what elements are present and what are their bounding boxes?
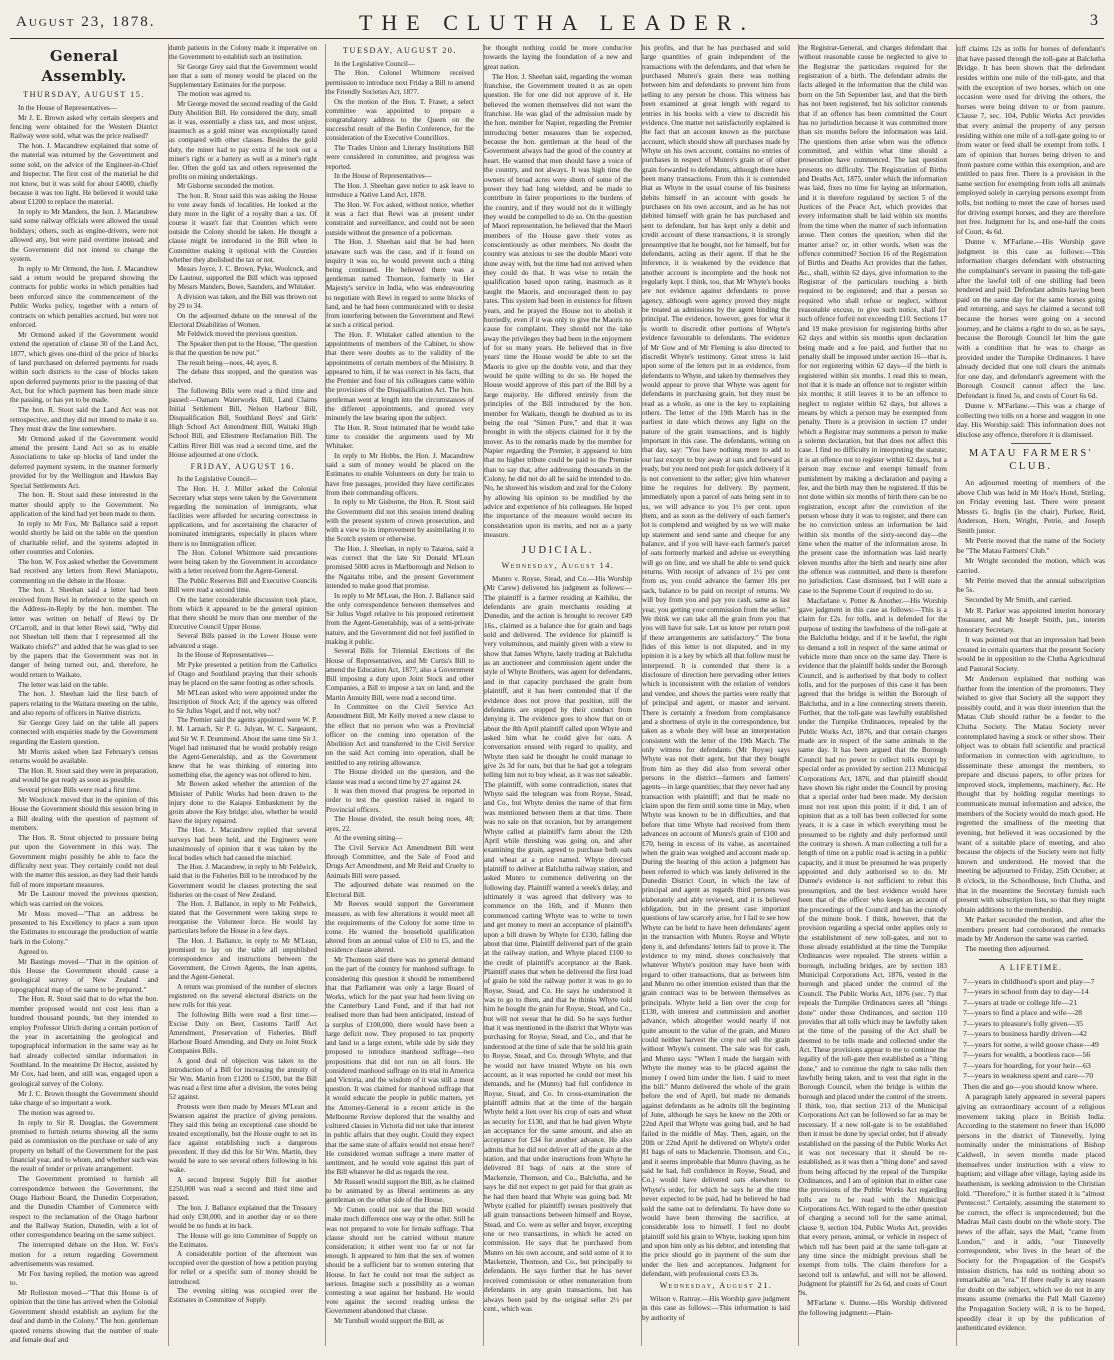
paragraph: Mr Feldwick moved the previous question. xyxy=(177,330,298,339)
paragraph: On the latter considerable discussion took place, from which it appeared to be the general opinion that there should be more than one member of the Executive Council Upper House. xyxy=(169,595,317,631)
paragraph: Mr J. C. Brown thought the Government should take charge of so important a work. xyxy=(10,1089,158,1107)
column-6 xyxy=(798,44,947,1346)
verse-line: Then die and go—you should know where. xyxy=(963,1081,1098,1091)
paragraph: The Hon. W. Fox asked, without notice, whether it was a fact that Rewi was at present under constraint and surveillance, and could not be seen outside without the presence of a policeman. xyxy=(326,200,474,237)
verse-line: 7—years in weakness spent and care—70 xyxy=(963,1071,1094,1081)
divider xyxy=(1011,443,1051,444)
paragraph: The hon. J. Sheehan laid the first batch of papers relating to the Waitara meeting on the table, and also reports of officers in Native districts. xyxy=(10,690,158,718)
paragraph: On the motion of the Hon. T. Fraser, a select committee was appointed to prepare a congratulatory address to the Queen on the successful result of the Berlin Conference, for the consideration of the Executive Councillors. xyxy=(326,97,474,143)
paragraph: A paragraph lately appeared in several papers giving an extraordinary account of a religious movement taking place in British India. According to the statement no fewer than 16,000 persons in the district of Tinnevelly, lying nominally under the ministrations of Bishop Caldwell, in seven months made placed themselves under instruction with a view to baptism; and village after village, laying aside its heathenism, is seeking admission to the Christian fold. "Therefore," it is further stated it is "almost Pentecost." Certainly, assuming the statement to be correct, the effect is unprecedented; but the Madras Mail casts doubt on the whole story. The news of the affair, says the Mail, "came from London," and it adds, "our Tinnevelly correspondent, who lives in the heart of the Society for the Propagation of the Gospel's mission districts, has told us nothing about so remarkable an "era." If there really is any reason for doubt on the subject, which we do not in any means assume (remarks the Pall Mall Gazette) the Propagation Society will, it is to be hoped, speedily clear it up by the publication of authenticated evidence. xyxy=(957,1092,1105,1333)
paragraph: Agreed to. xyxy=(18,947,49,956)
paragraph: An adjourned meeting of members of the above Club was held in Mr Hoe's Hotel, Stirling, on Friday evening last. There were present Messrs G. Inglis (in the chair), Purker, Reid, Anderson, Horn, Wright, Petrie, and Joseph Smith junior. xyxy=(957,477,1105,536)
paragraph: In the Legislative Council— xyxy=(334,59,415,68)
paragraph: The Hon. Colonel Whitmore received permission to introduce next Friday a Bill to amend the Friendly Societies Act, 1877. xyxy=(326,69,474,96)
paragraph: The Civil Service Act Amendment Bill went through Committee, and the Sale of Food and Drugs Act Amendment, and Mr Reid and Cruelty to Animals Bill were passed. xyxy=(326,844,474,880)
paragraph: The House divided, the result being noes, 48; ayes, 22. xyxy=(326,815,474,833)
paragraph: The letter was laid on the table. xyxy=(18,680,109,689)
paragraph: The following Bills were read a first time:—Excise Duty on Beer, Customs Tariff Act Amendment, Preservation of Fisheries, Bluff Harbour Board Amending, and Duty on Joint Stock Companies Bills. xyxy=(169,1010,317,1056)
page-number: 3 xyxy=(1090,12,1098,29)
column-7-overflow xyxy=(956,44,1105,1346)
verse-line: 7—years to find a place and wife—28 xyxy=(963,1008,1083,1018)
paragraph: Several private Bills were read a first time. xyxy=(18,786,142,795)
paragraph: Mr Pyke presented a petition from the Catholics of Otago and Southland praying that their schools may be placed on the same footing as other schools. xyxy=(169,660,317,687)
paragraph: Dunne v. M'Farlane.—His Worship gave judgment in this case as follows:—This information charges defendant with obstructing the complainant's servant in passing the toll-gate after the lawful toll of one shilling had been tendered and paid. Defendant admits having been paid on the same day for the same horses going and returning, and says he claimed a second toll because the horses were going on a second journey, and he claims a right to do so, as he says, because the Borough Council let him the gate with a condition that he was to charge as provided under the Turnpike Ordinances. I have already decided that one toll clears the animals for one day, and defendant's agreement with the Borough Council cannot affect the law. Defendant is fined 5s, and costs of Court 6s 6d. xyxy=(957,237,1105,400)
date-subheading: Wednesday, August 21. xyxy=(659,1281,773,1291)
date-subheading: TUESDAY, AUGUST 20. xyxy=(343,46,457,55)
paragraph: his profits, and that he has purchased and sold large quantities of grain independent of the transactions with the defendants, and that when he purchased Munro's grain there was nothing between him and defendants to prevent him from selling to any person he chose. This witness has been examined at great length with regard to entries in his books with a view to discredit his evidence. One matter not satisfactorily explained is the fact that an account known as the purchase account, which should show all purchases made by Whyte on his own account, contains no entries of purchases in respect of Munro's grain or of other grain forwarded to defendants, although there have been many transactions. From this it is contended that as Whyte in the usual course of his business debits himself in an account with goods he purchases on his own account, and as he has not debited himself with grain he has purchased and sent to defendant, but has kept only a debit and credit account of these transactions, it is strongly presumptive that he bought, not for himself, but for defendants, acting as their agent. If that be the inference, it is weakened by the evidence that another account is incomplete and the book not regularly kept. I think, too, that Mr Whyte's books are not evidence against defendants to prove agency, although were agency proved they might be treated as admissions by the agent binding the principal. The evidence, however, goes for what it is worth to discredit other portions of Whyte's evidence favourable to defendants. The evidence of Mr Gow and of Mr Fleming is also directed to discredit Whyte's testimony. Great stress is laid upon some of the letters put in as evidence, from defendants to Whyte, and taken by themselves they would appear to prove that Whyte was agent for defendants in purchasing grain, but they must be read as a whole, as one is the key to explaining others. The letter of the 19th March has in the earliest in date which throws any light on the nature of the grain transactions, and is highly important in this case. The defendants, writing on that day, say: "You have nothing more to add to our last except to buy away at oats and forward as ready, but you need not push for quick delivery if it is not convenient to the seller; give him whatever time he requires for delivery. By payment, immediately upon a parcel of oats being sent in to us, we will advance to you 1½ per cent. upon them, and as soon as the delivery of each farmer's lot is completed and weighed by us we will make up statement and send same and cheque for any balance, and if you will have each farmer's parcel of oats formerly marked and advise us everything will go on fine, and we shall be able to send quick returns. With receipt of advance of 1½ per cent from us, you could advance the farmer 10s per sack, balance to be paid on receipt of returns. We will buy from you and pay you cash, same as last year, you getting your commission from the seller." We think we can take all the grain from you that you will have for sale. Let us know per return post if these arrangements are satisfactory." The bona fides of this letter is not disputed, and in my opinion it is a key by which all that follow must be interpreted. It is contended that there is a disclosure of direction here pervading other letters which is inconsistent with the relation of vendors and vendee, and shows the parties were really that of principal and agent, or master and servant. There is certainly a freedom from complaisance and a shortness of style in the correspondence, but taken as a whole they will bear an interpretation consistent with the letter of the 19th March. The only witness for defendants (Mr Royse) says Whyte was not their agent, but that they bought from him as they did also from several other persons in the district—farmers and farmers' agents—in large quantities; that they never had any transaction with plaintiff; and that he made no claim upon the firm until some time in May, when Whyte was known to be in difficulties, and that before that time Whyte had received from them advances on account of Munro's grain of £100 and £70, being in excess of its value, as ascertained when the grain was weighed and account made up. During the hearing of this action a judgment has been referred to which was lately delivered in the Dunedin District Court, in which the law of principal and agent as regards third persons was elaborately and ably reviewed, and it is believed obligation, but in the present case important questions of law scarcely arise, for I fail to see how Whyte can be held to have been defendants' agent in the transaction with Munro. Royse and Whyte deny it, and defendants' letters fail to prove it. The evidence to my mind, shows conclusively that whatever Whyte's position may have been with regard to other transactions, that as between him and Munro no other intention existed than that the grain contract was to be between themselves as principals. Whyte held a lien over the crop for £130, with interest and commission and another advance, which altogether would nearly if not quite amount to the value of the grain, and Munro could neither harvest the crop nor sell the grain without Whyte's consent. The sale was for cash, and Munro says: "When I made the bargain with Whyte the money was to be placed against the money I owed him under the lien. I said to meet the bill." Munro delivered the whole of the grain before the end of April, but made no demands against defendants as he admits till the beginning of June, although he says he knew on the 20th or 22nd April that Whyte was going bad, and he had failed in the middle of May. Then, again, on the 20th or 22nd April he delivered on Whyte's order 81 bags of oats to Mackenzie, Thomson, and Co., and it seems improbable that Munro (having, as he said he had, full confidence in Royse, Stead, and Co.) would have delivered oats elsewhere to Whyte's order, for which he says he at the time never expected to be paid, had he believed he had sold the same oat to defendants. To have done so would have been throwing the sacrifice, at considerable loss to himself. I feel no doubt plaintiff sold his grain to Whyte, looking upon him and upon him only as his debtor, and intending that the price should go in payment of the sum due under the lien and acceptances. Judgment for defendant, with professional costs £3 3s. xyxy=(642,44,790,1279)
paragraph: Wilson v. Rattray.—His Worship gave judgment in this case as follows:—This information is laid by authority of xyxy=(642,1295,790,1322)
column-1 xyxy=(10,44,158,1346)
newspaper-title: THE CLUTHA LEADER. xyxy=(358,10,756,35)
paragraph: Mr Bastings moved—"That in the opinion of this House the Government should cause a geological survey of New Zealand and topographical map of the same to be prepared." xyxy=(10,957,158,994)
paragraph: Mr Thomson said there was no general demand on the part of the country for manhood suffrage. In considering this question it should be remembered that that Parliament was only a large Board of Works, which for the past year had been living on the Canterbury Land Fund, and if that had not realised more than had been anticipated, instead of a surplus of £100,000, there would have been a large deficit now. They proposed to tax property and land to a large extent, while side by side they proposed to introduce manhood suffrage—two propositions that did not run on all fours. He considered manhood suffrage on its trial in America and Victoria, and the wisdom of it was still a moot question. It was claimed for manhood suffrage that it would educate the people in public matters, yet the Attorney-General in a recent article in the Melbourne Review deplored that the wealthy and cultured classes in Victoria did not take that interest in public affairs that they ought. Could they expect that the same state of affairs would not ensue here? He considered woman suffrage a mere matter of sentiment, and he would vote against this part of the Bill whatever he did as regards the rest. xyxy=(326,956,474,1177)
paragraph: In reply to Mr Hobbs, the Hon. J. Macandrew said a sum of money would be placed on the Estimates to enable Volunteers on duty for train to have free passages, provided they have certificates from their commanding officers. xyxy=(326,451,474,497)
paragraph: In reply to Sir R. Douglas, the Government promised to furnish returns showing all the sums paid as commission on the purchase or sale of any property on behalf of the Government for the past financial year, and to whom, and whether such was the result of tender or private arrangement. xyxy=(10,1118,158,1174)
paragraph: The Hon. R. Stout said that to do what the hon. member proposed would not cost less than a hundred thousand pounds, but they intended to employ Professor Ulrich during a certain portion of the year in ascertaining the geological and topographical information in the same way as he had already collected similar information in Southland. In the meantime Dr Hector, assisted by Mr Cox, had been, and still was, engaged upon a geological survey of the Colony. xyxy=(10,995,158,1088)
paragraph: Mr Ormond asked if the Government would extend the operation of clause 30 of the Land Act, 1877, which gives one-third of the price of blocks of land purchased on deferred payments for roads within such districts to the case of blocks taken upon deferred payments prior to the passing of that Act, but for which payment has been made since the passing, or has yet to be made. xyxy=(10,330,158,405)
paragraph: Mr Morris asked when last February's census returns would be available. xyxy=(10,747,158,765)
paragraph: Mr J. E. Brown asked why certain sleepers and fencing were obtained for the Western District Railway were sold, what was the price realised? xyxy=(10,113,158,141)
paragraph: Dunne v. M'Farlane.—This was a charge of collecting two tolls on a horse and waggon in one day. His Worship said: This information does not disclose any offence, therefore it is dismissed. xyxy=(957,401,1105,439)
paragraph: Mr Reeves would support the Government measure, as with few alterations it would meet all the requirements of the Colony for some time to come. He wanted the household qualification altered from an annual value of £10 to £5, and the residence clause altered. xyxy=(326,900,474,955)
paragraph: Mr Cutten could not see that the Bill would make much difference one way or the other. Still he was not prepared to vote for female suffrage. That clause should not be carried without mature consideration; it either went too far or not far enough. It appeared to him that the sex of women should be a sufficient bar to women entering that House. In fact he could not treat the subject as serious. Imagine such a possibility as a woman contesting a seat against her husband. He would vote against the second reading unless the Government abandoned that clause. xyxy=(326,1206,474,1316)
paragraph: Mr R. Parker was appointed interim honorary Treasurer, and Mr Joseph Smith, jun., interim honorary Secretary. xyxy=(957,605,1105,634)
paragraph: In the House of Representatives— xyxy=(334,172,432,181)
paragraph: The Speaker then put to the House, "The question is that the question be now put." xyxy=(169,340,317,358)
paragraph: At the evening sitting— xyxy=(334,834,403,843)
paragraph: he thought nothing could be more conducive towards the laying the foundation of a new and great nation. xyxy=(484,44,632,71)
poem-verse xyxy=(957,977,1105,1093)
paragraph: Mr Turnbull would support the Bill, as xyxy=(334,1317,444,1326)
paragraph: The Hon. J. Ballance, in reply to Mr M'Lean, promised to lay on the table all unpublished correspondence and instructions between the Government, the Crown Agents, the loan agents, and the Agent-General. xyxy=(169,937,317,982)
paragraph: The hon. R. Stout said this was asking the House to vote away funds of localities. He looked at the duty more in the light of a royalty than a tax. Of course it wasn't fair that Counties which were outside the Colony should be taken. He thought a clause might be introduced in the Bill when in Committee making it optional with the Counties whether they abolished the tax or not. xyxy=(169,192,317,264)
paragraph: In the House of Representatives— xyxy=(177,651,274,660)
section-heading: A LIFETIME. xyxy=(999,963,1063,973)
newspaper-page xyxy=(10,8,1104,1352)
paragraph: The hon. J. Macandrew explained that some of the material was returned by the Government and some sold, on the advice of the Engineer-in-Chief and Inspector. The first cost of the material he did not know, but it was sold for about £4000, chiefly because it was too light. He believed it would take about £1200 to replace the material. xyxy=(10,142,158,207)
paragraph: Mr Wright seconded the motion, which was carried. xyxy=(957,555,1105,575)
paragraph: The evening sitting was occupied over the Estimates in Committee of Supply. xyxy=(169,1287,317,1305)
paragraph: Mr Fox having replied, the motion was agreed to. xyxy=(10,1269,158,1288)
paragraph: In reply to Mr Fox, Mr Ballance said a report would shortly be laid on the table on the question of charitable relief, and the systems adopted in other countries and Colonies. xyxy=(10,519,158,557)
paragraph: The Hon. R. Stout objected to pressure being put upon the Government in this way. The Government might possibly be able to face the difficulty next year. They certainly could not deal with the matter this session, as they had their hands full of more important measures. xyxy=(10,833,158,889)
paragraph: The Hon. J. Sheehan said, regarding the woman franchise, the Government treated it as an open question. He for one did not approve of it. He believed the women themselves did not want the franchise. He was glad of the admission made by the hon. member for Napier, regarding the Premier introducing better measures than he expected, because the hon. gentleman at the head of the Government always had the good of the country at heart. He wanted that men should have a voice of the country, and not always. It was high time the owners of broad acres were shorn of some of the power they had long wielded, and be made to contribute in fairer proportions to the burdens of the country, and if they would not do it willingly they would be compelled to do so. On the question of Maori representation, he believed that the Maori members of the House gave their votes as conscientiously as other members. No doubt the country was anxious to see the double Maori vote done away with, but the time had not arrived when they could do that. It was wise to retain the qualification based upon rating, inasmuch as it taught the Maoris, and encouraged them to pay rates. This system had been in existence for fifteen years, and he prayed the House not to abolish it hurriedly, even if it was only to give the Maoris no cause for complaint. They should not the take away the privileges they had been in the enjoyment of for so many years. He believed that in five years' time the House would be able to set the Maoris to give up the double vote, and that they would be quite willing to do so. He hoped the House would approve of this part of the Bill by a large majority. He differed entirely from the principles of the Bill introduced by the hon. member for Waikato, though he doubted as to its being the real "Simon Pure," and that it was brought in with the objects claimed for it by the mover. As to the remarks made by the member for Napier regarding the Premier, it appeared to him that no higher tribute could be paid to the Premier than to say that, after addressing thousands in the Colony, he did not do all he said he intended to do. No, he showed his wisdom and zeal for the Colony by allowing his opinion to be modified by the advice and experience of his colleagues. He hoped the importance of the measure would secure its consideration upon its merits, and not as a party measure. xyxy=(484,72,632,540)
paragraph: In the House of Representatives— xyxy=(18,103,118,112)
column-2 xyxy=(168,44,317,1346)
paragraph: The Hon. H. J. Miller asked the Colonial Secretary what steps were taken by the Government regarding the nomination of immigrants, what facilities were afforded for securing correctness in applications, and for ascertaining the character of nominated immigrants, especially in places where there is no Immigration officer. xyxy=(169,484,317,548)
paragraph: The hon. J. Ballance explained that the Treasury had only £30,000, and in another day or so there would be no funds at its back. xyxy=(169,1203,317,1230)
paragraph: A considerable portion of the afternoon was occupied over the question of how a petition praying for relief or a specific sum of money should be introduced. xyxy=(169,1250,317,1286)
paragraph: The motion was agreed to. xyxy=(18,1108,95,1117)
paragraph: In Committee on the Civil Service Act Amendment Bill, Mr Kelly moved a new clause to the effect that no person who was a Provincial officer on the coming into operation of the Abolition Act and transferred to the Civil Service on the said Act coming into operation, shall be entitled to any retiring allowance. xyxy=(326,703,474,767)
date-subheading: THURSDAY, AUGUST 15. xyxy=(23,90,145,99)
paragraph: The hon. W. Fox asked whether the Government had received any letters from Rewi Maniapoto, commenting on the debate in the House. xyxy=(10,557,158,585)
verse-line: 7—years to pleasure's folly given—35 xyxy=(963,1018,1084,1028)
paragraph: Mr Gisborne seconded the motion. xyxy=(177,182,275,191)
paragraph: It was pointed out that an impression had been created in certain quarters that the present Society would be in opposition to the Clutha Agricultural and Pastoral Society. xyxy=(957,634,1105,673)
paragraph: Mr Woolcock moved that in the opinion of this House the Government should this session bring in a Bill dealing with the question of payment of members. xyxy=(10,795,158,832)
paragraph: In reply to Mr Manders, the hon. J. Macandrew said some railway officials were allowed the usual holidays; others, such as engine-drivers, were not allowed any, but were paid overtime instead; and the Government did not intend to change the system. xyxy=(10,208,158,263)
paragraph: The Hon. J. Macandrew replied that several surveys had been held, and the Engineers were unanimously of opinion that it was taken by the local bodies which had caused the mischief. xyxy=(169,826,317,862)
section-heading: MATAU FARMERS' CLUB. xyxy=(968,447,1094,473)
paragraph: In reply to Mr Gisborne, the Hon. R. Stout said the Government did not this session intend dealing with the present system of crown prosecution, and with a view to its improvement by assimilating it to the Scotch system or otherwise. xyxy=(326,498,474,544)
divider xyxy=(979,959,1083,960)
section-heading: JUDICIAL. xyxy=(521,544,595,556)
paragraph: Seconded by Mr Smith, and carried. xyxy=(965,595,1072,605)
paragraph: Mr Bowen asked whether the attention of the Minister of Public Works had been drawn to the injury done to the Kaiapoi Embankment by the groin above the Key bridge; also, whether he would have the injury repaired. xyxy=(169,780,317,825)
paragraph: dumb patients in the Colony made it imperative on the Government to establish such an institution. xyxy=(169,44,317,62)
article-columns xyxy=(10,44,1104,1346)
paragraph: The Premier said the agents appointed were W. P. J. M. Larnach, Sir P. G. Julyan, W. C. Sargeaunt, and Sir W. F. Drummond. About the same time Sir J. Vogel had intimated that he would probably resign the Agent-Generalship, and as the Government knew that he was thinking of entering into something else, the agency was not offered to him. xyxy=(169,716,317,779)
verse-line: 7—years for wealth, a bootless race—56 xyxy=(963,1050,1091,1060)
paragraph: On the adjourned debate on the renewal of the Electoral Disabilities of Women. xyxy=(169,311,317,329)
verse-line: 7—years for some, a wild goose chase—49 xyxy=(963,1039,1099,1049)
paragraph: The Hon. R. Stout intimated that he would take time to consider the arguments used by Mr Whitaker. xyxy=(326,423,474,451)
paragraph: Mr Anderson explained that nothing was further from the intention of the promoters. They wished to give that Society all the support they possibly could, and it was their intention that the Matau Club should rather be a feeder to the Clutha Society. The Matau Society never contemplated having a stock or other show. Their object was to obtain full scientific and practical information in connection with agriculture, to disseminate these amongst the members, to prepare and discuss papers, to offer prizes for improved stock, implements, machinery, &c. He thought that by holding regular meetings to communicate mutual information and advice, the members of the Society would do much good. He regretted the smallness of the meeting that evening, but believed it was occasioned by the want of a suitable place of meeting, and also because the objects of the Society were not fully known and understood. He moved that the meeting be adjourned to Friday, 25th October, at 8 o'clock, in the Schoolhouse, Inch Clutha, and that in the meantime the Secretary furnish each present with subscription lists, so that they might obtain additions to the membership. xyxy=(957,673,1105,914)
verse-line: 7—years in school from day to day—14 xyxy=(963,987,1089,997)
column-3 xyxy=(325,44,474,1346)
paragraph: The interrupted debate on the Hon. W. Fox's motion for a return regarding Government advertisements was resumed. xyxy=(10,1241,158,1268)
paragraph: Munro v. Royse, Stead, and Co.—His Worship (Mr Carew) delivered his judgment as follows:—The plaintiff is a farmer residing at Kaihiku, the defendants are grain merchants residing at Dunedin, and the action is brought to recover £49 16s., claimed as a balance due for grain and bags sold and delivered. The evidence for plaintiff is very voluminous, and mainly given with a view to show that James Whyte, lately trading at Balclutha as an auctioneer and commission agent under the style of Whyte Brothers, was agent for defendants, and in that capacity purchased the grain from plaintiff, and it has been contended that if the evidence does not prove that position, still the defendants are stopped by their conduct from denying it. The evidence goes to show that on or about the 8th April plaintiff called upon Whyte and asked him what he could give for oats. A conversation ensued with regard to quality, and Whyte then said he thought he could manage to give 2s 3d for oats, but that he had got a telegram telling him not to buy wheat, as it was not saleable. The plaintiff, with some contradiction, states that Whyte said the telegram was from Royse, Stead, and Co., but Whyte denies the name of that firm was mentioned between them at that time. There was no sale on that occasion, but by arrangement Whyte called at plaintiff's farm about the 12th April while threshing was going on, and after examining the grain, agreed to purchase both oats and wheat at a price named. Whyte directed plaintiff to deliver at Balclutha railway station, and asked Munro to commence delivering on the following day. Plaintiff wanted a week's delay, and ultimately it was agreed that delivery was to commence on the 16th, and if Munro then commenced carting Whyte was to write to town and get money to meet an acceptance of plaintiff's upon a bill drawn by Whyte for £130, falling due about that time. Plaintiff delivered part of the grain at the railway station, and Whyte placed £100 to the credit of plaintiff's acceptance at the Bank. Plaintiff states that when he delivered the first load of grain he told the railway porter it was to go to Royse, Stead, and Co. He says he understood it was to go to them, and that he thinks Whyte told him he bought the grain for Royse, Stead, and Co., but will not swear that he did. So he says further that it was mentioned in the district that Whyte was purchasing for Royse, Stead, and Co., and that he understood at the time of sale that he sold his grain to Royse, Stead, and Co. through Whyte, and that he would not have trusted Whyte on his own account, as it was reported he could not meet his demands, and he (Munro) had full confidence in Royse, Stead, and Co. In cross-examination the plaintiff admits that at the time of the bargain Whyte held a lien over his crop of oats and wheat as security for £130, and that he had given Whyte an acceptance for the same amount, and also an acceptance for £34 for another advance. He also admits that he did not deliver all of the grain at the station, and that under instructions from Whyte he delivered 81 bags of oats at the store of Mackenzie, Thomson, and Co., Balclutha, and he says he did not expect to get paid for that grain as he had then heard that Whyte was going bad. Mr Whyte (called for plaintiff) swears positively that all grain transactions between himself and Royse, Stead, and Co. were as seller and buyer, excepting one or two transactions, in which he acted on commission. He says that he purchased from Munro on his own account, and sold some of it to Mackenzie, Thomson, and Co., but principally to defendants. He says further that he has never received commission or other remuneration from defendants in any grain transactions, but has always been paid by the original seller 2½ per cent., which was xyxy=(484,574,632,1313)
paragraph: The following Bills were read a third time and passed:—Oamaru Waterworks Bill, Land Claims Initial Settlement Bill, Nelson Harbour Bill, Disqualification Bill, Southland Boys' and Girls' High School Act Amendment Bill, Waitaki High School Bill, and Ellesmere Reclamation Bill. The Catlins River Bill was read a second time, and the House adjourned at one o'clock. xyxy=(169,386,317,459)
paragraph: Mr Petrie moved that the name of the Society be "The Matau Farmers' Club." xyxy=(957,536,1105,555)
issue-date: August 23, 1878. xyxy=(16,14,156,30)
verse-line: 7—years in childhood's sport and play—7 xyxy=(963,976,1095,986)
paragraph: Mr Rolleston moved—"That this House is of opinion that the time has arrived when the Colonial Government should establish an asylum for the deaf and dumb in the Colony." The hon. gentleman quoted returns showing that the number of male and female deaf and xyxy=(10,1289,158,1344)
paragraph: In reply to Mr M'Lean, the Hon. J. Ballance said the only correspondence between themselves and Sir Julius Vogel relative to his proposed retirement from the Agent-Generalship, was of a semi-private nature, and the Government did not feel justified in making it public. xyxy=(326,591,474,646)
masthead xyxy=(10,8,1104,39)
paragraph: M'Farlane v. Dunne.—His Worship delivered the following judgment:—Plain- xyxy=(799,1299,947,1317)
paragraph: Several Bills for Triennial Elections of the House of Representatives, and Mr Curtis's Bill to amend the Education Act, 1877; also a Government Bill imposing a duty upon Joint Stock and other Companies, a Bill to impose a tax on land, and the Martin Annuity Bill, were read a second time. xyxy=(326,647,474,702)
paragraph: Mr Russell would support the Bill, as he claimed to be animated by as liberal sentiments as any gentleman on the other side of the House. xyxy=(326,1177,474,1205)
verse-line: 7—years to business hardly driven—42 xyxy=(963,1029,1087,1039)
paragraph: A return was promised of the number of electors registered on the several electoral districts on the new rolls for this year. xyxy=(169,983,317,1010)
paragraph: The Hon. J. Sheehan said that he had been unaware such was the case, and if it found on inquiry it was so, he would prevent such a thing being continued. He believed there was a gentleman named Thomson, formerly in Her Majesty's service in India, who was endeavouring to negotiate with Rewi in regard to some blocks of land, and he had been communicated with to desist from interfering between the Government and Rewi at such a critical period. xyxy=(326,238,474,330)
verse-line: 7—years at trade or college life—21 xyxy=(963,997,1078,1007)
paragraph: The Hon. F. Whitaker called attention to the appointments of members of the Cabinet, to show that there were doubts as to the validity of the appointments of certain members of the Ministry. It appeared to him, if he was correct in his facts, that the Premier and four of his colleagues came within the provisions of the Disqualification Act. The hon. gentleman went at length into the circumstances of the different appointments, and quoted very minutely the law bearing upon the subject. xyxy=(326,331,474,422)
paragraph: The Public Reserves Bill and Executive Councils Bill were read a second time. xyxy=(169,576,317,594)
paragraph: Macfarlane v. Potter & Another.—His Worship gave judgment in this case as follows:—This is a claim for £2s. for tolls, and is defended for the purpose of testing the lawfulness of the toll-gate at the Balclutha bridge, and if it be lawful, the right to demand a toll in respect of the same animal or vehicle more than once on the same day. There is evidence that the plaintiff holds under the Borough Council, and is authorised by that body to collect tolls, and for the purposes of this case it has been agreed that the bridge is within the Borough of Balclutha, and in a line connecting streets therein. Further, that the toll-gate was lawfully established under the Turnpike Ordinances, repealed by the Public Works Act, 1876, and that certain charges made are in respect of the same animals in the same day. It has been argued that the Borough Council had no power to collect tolls except by special order as provided by section 213 Municipal Corporations Act, 1876, and that plaintiff should have shown his right under the Council by proving that a special order had been made. My decision must not rest upon this point; if it did, I am of opinion that as a toll has been collected for some years, it is a case in which everything must be presumed to be rightly and duly performed until the contrary is shown. A man collecting a toll for a length of time on a public road is acting in a public capacity, and it must be presumed he was properly appointed and duly authorised so to do. Mr Dunne's evidence is not sufficient to rebut this presumption, and the best evidence would have been that of the officer who keeps an account of the proceedings of the Council and has the custody of the minute book. I think, however, that the provision regarding a special order applies only to the establishment of new toll-gates, and not to those already established at the time the Turnpike Ordinances were repealed. The streets within a borough, including bridges, are by section 183 Municipal Corporations Act, 1876, vested in the borough and placed under the control of the Council. The Public Works Act, 1876 (sec. 7) that repeals the Turnpike Ordinances saves all "things done" under those Ordinances, and section 110 provides that all tolls which may be lawfully taken at the time of the passing of the Act shall be deemed to be tolls made and collected under the Act. These provisions appear to me to continue the legality of the toll-gate then established as a "thing done," and to continue the right to take tolls then lawfully being taken, and to vest that right in the Borough Council, when the bridge is within the borough and placed under the control of the streets. I think, too, that section 213 of the Municipal Corporations Act can be followed so far as may be necessary. If a new toll-gate is to be established then it must be done by special order, but if already established on the passing of the Public Works Act it was not necessary that it should be re-established, as it was then a "thing done" and saved from being affected by the repeal of the Turnpike Ordinances, and I am of opinion that in either case the provisions of the Public Works Act regarding tolls are to be read with the Municipal Corporations Act. With regard to the other question of charging a second toll for the same animal, clause 9, section 104, Public Works Act, provides that every person, animal, or vehicle in respect of which toll has been paid at the same toll-gate at any time since the midnight previous shall be exempt from tolls. The claim therefore for a second toll is unlawful, and will not be allowed. Judgment for plaintiff for 2s 6d, and costs of Court 9s. xyxy=(799,596,947,1298)
paragraph: The Hon. J. Sheehan, in reply to Taiaroa, said it was correct that the late Sir Donald M'Lean promised 5000 acres in Marlborough and Nelson to the Ngaitahu tribe, and the present Government intended to make good that promise. xyxy=(326,545,474,590)
paragraph: The Trades Union and Literary Institutions Bill were considered in committee, and progress was reported. xyxy=(326,144,474,171)
column-5 xyxy=(641,44,790,1346)
paragraph: The result being—noes, 44; ayes, 8. xyxy=(177,358,278,367)
paragraph: Several Bills passed in the Lower House were advanced a stage. xyxy=(169,632,317,650)
paragraph: The debate thus stopped, and the question was shelved. xyxy=(169,368,317,386)
paragraph: In the Legislative Council— xyxy=(177,475,257,484)
section-heading: General Assembly. xyxy=(41,47,127,85)
paragraph: The Hon. J. Sheehan gave notice to ask leave to introduce a Native Land Act, 1878. xyxy=(326,182,474,200)
paragraph: The motion was agreed to. xyxy=(177,90,252,99)
paragraph: Protests were then made by Messrs M'Lean and Swanson against the practice of giving pensions. They said this being an exceptional case should be treated exceptionally, but the House ought to set its face against establishing such a dangerous precedent. If they did this for Sir Wm. Martin, they would be sure to see several others following in his wake. xyxy=(169,1102,317,1175)
column-4 xyxy=(483,44,632,1346)
paragraph: The House will go into Committee of Supply on the Estimates. xyxy=(169,1231,317,1249)
paragraph: tiff claims 12s as tolls for horses of defendant's that have passed through the toll-gate at Balclutha Bridge. It has been shown that the defendant resides within one mile of the toll-gate, and that with the exception of two horses, which on one occasion were used for driving the others, the horses were being driven to or from pasture. Clause 7, sec. 104, Public Works Act provides that every animal the property of any person residing within one mile of a toll-gate going to or from water or feed shall be exempt from tolls. I am of opinion that horses being driven to and from pasture come within this exemption, and are entitled to pass free. There is a provision in the same section for exempting from tolls all animals employed solely in carrying persons exempt from tolls, but nothing to meet the case of horses used for driving exempt horses, and they are therefore not free. Judgment for 1s, and one-half the costs of Court, 4s 6d. xyxy=(957,44,1105,236)
paragraph: the Registrar-General, and charges defendant that without reasonable cause he neglected to give to the Registrar the particulars required for the registration of a birth. The defendant admits the facts alleged in the information that the child was born on the 5th September last, and that the birth has not been registered, but his solicitor contends that if an offence has been committed the Court has no jurisdiction because it was committed more than six months before the information was laid. The questions then arise when was the offence committed, and within what time should a prosecution have commenced. The last question presents no difficulty. The Registration of Births and Deaths Act, 1875, under which the information was laid, fixes no time for laying an information, and it is therefore regulated by section 5 of the Justices of the Peace Act, which provides that every information shall be laid within six months from the time when the matter of such information arose. Then comes the question, when did the matter arise? or, in other words, when was the offence committed? Section 16 of the Registration of Births and Deaths Act provides that the father, &c., shall, within 62 days, give information to the Registrar of the particulars touching a birth required to be registered; and that a person so required who shall refuse or neglect, without reasonable excuse, to give such notice, shall for such offence forfeit not exceeding £10. Sections 17 and 19 make provision for registering births after 62 days and within six months upon declaration being made and a fee paid, and further that no penalty shall be imposed under section 16—that is, for not registering within 62 days—if the birth is registered within six months. I read this to mean, not that it is made an offence not to register within six months; it still leaves it to be an offence to neglect to register within 62 days, but allows a means by which a person may be exempted from penalty. There is a provision in section 17 under which a Registrar may summons a person to make a solemn declaration, but that does not affect this case. I find no difficulty in interpreting the statute; it is an offence not to register within 62 days, but a person may excuse and exempt himself from punishment by making a declaration and paying a fee, and the birth may then be registered. If this be not done within six months of birth there can be no registration, except after the conviction of the person whose duty it was to register, and there can be no conviction unless an information be laid within six months of the sixty-second day—the time when the matter of the information arose. In the present case the information was laid nearly eleven months after the birth and nearly nine after the offence was committed, and there is therefore no jurisdiction. Case dismissed, but I will state a case to the Supreme Court if required to do so. xyxy=(799,44,947,595)
paragraph: Mr Moss moved—"That an address be presented to his Excellency to place a sum upon the Estimates to encourage the production of wattle bark in the Colony." xyxy=(10,909,158,946)
paragraph: The Hon. J. Ballance, in reply to Mr Feldwick, stated that the Government were taking steps to reorganise the Volunteer force. He would lay particulars before the House in a few days. xyxy=(169,900,317,936)
paragraph: It was then moved that progress be reported in order to test the question raised in regard to Provincial officers. xyxy=(326,787,474,814)
paragraph: The Hon. J. Macandrew, in reply to Mr Feldwick, said that in the Fisheries Bill to be introduced by the Government would be clauses protecting the seal fisheries on the coast of New Zealand. xyxy=(169,863,317,899)
paragraph: Mr Petrie moved that the annual subscription be 5s. xyxy=(957,575,1105,595)
paragraph: Messrs Joyce, J. C. Brown, Pyke, Woolcock, and De Lautour, supported the Bill which was opposed by Messrs Manders, Bowe, Saunders, and Whitaker. xyxy=(169,265,317,292)
paragraph: Sir George Grey laid on the table all papers connected with enquiries made by the Government regarding the Eastern question. xyxy=(10,719,158,746)
paragraph: The Government promised to furnish all correspondence between the Government, the Otago Harbour Board, the Dunedin Corporation, and the Dunedin Chamber of Commerce with respect to the reclamation of the Otago harbour and the Railway Station, Dunedin, with a lot of other correspondence bearing on the same subject. xyxy=(10,1175,158,1240)
paragraph: A good deal of objection was taken to the introduction of a Bill for increasing the annuity of Sir Wm. Martin from £1200 to £1500, but the Bill was read a first time after a division, the votes being 52 against. xyxy=(169,1056,317,1102)
paragraph: Mr Ormond asked if the Government would amend the present Land Act so as to enable Associations to take up blocks of land under the deferred payment system, in the manner formerly provided for by the Wellington and Hawkes Bay Special Settlements Act. xyxy=(10,434,158,490)
paragraph: The adjourned debate was resumed on the Electoral Bill. xyxy=(326,881,474,899)
paragraph: In reply to Mr Ormond, the hon. J. Macandrew said a return would be prepared showing the contracts for public works in which penalties had been enforced since the commencement of the Public Works policy, together with a return of contracts on which penalties accrued, but were not enforced. xyxy=(10,264,158,329)
date-subheading: Wednesday, August 14. xyxy=(501,561,615,571)
paragraph: A second Imprest Supply Bill for another £250,000 was read a second and third time and passed. xyxy=(169,1176,317,1203)
verse-line: 7—years for hoarding, for your heir—63 xyxy=(963,1060,1091,1070)
paragraph: Sir George Grey said that the Government would see that a sum of money would be placed on the Supplementary Estimates for the purpose. xyxy=(169,62,317,89)
paragraph: The Hon. Colonel Whitmore said precautions were being taken by the Government in accordance with a letter received from the Agent-General. xyxy=(169,549,317,576)
paragraph: The hon. R. Stout said these interested in the matter should apply to the Government. No application of the kind had yet been made to them. xyxy=(10,491,158,519)
paragraph: The meeting then adjourned. xyxy=(965,944,1050,954)
paragraph: A division was taken, and the Bill was thrown out by 29 to 34. xyxy=(169,293,317,311)
paragraph: The Hon. R. Stout said they were in preparation, and would be got ready as soon as possible. xyxy=(10,766,158,785)
paragraph: Mr De Lautour moved the previous question, which was carried on the voices. xyxy=(10,890,158,908)
paragraph: The hon. J. Sheehan said a letter had been received from Rewi in reference to the speech on the Address-in-Reply by the hon. member. The letter was written on behalf of Rewi by Dr O'Carroll, and in that letter Rewi said, "Why did not Sheehan tell them that I represented all the Waikato chiefs?" and added that he was glad to see by the papers that the Government was not in danger of being turned out, and, therefore, he would return to Waikato. xyxy=(10,586,158,679)
paragraph: Mr M'Lean asked who were appointed under the Inscription of Stock Act; if the agency was offered to Sir Julius Vogel, and if not, why not? xyxy=(169,688,317,715)
date-subheading: FRIDAY, AUGUST 16. xyxy=(190,461,296,471)
paragraph: Mr George moved the second reading of the Gold Duty Abolition Bill. He considered the duty, small as it was, essentially a class tax, and most unjust, inasmuch as a gold miner was exceptionally taxed as compared with other classes. Besides the gold duty, the miner had to pay extra if he took out a miner's right or a battery as well as a miner's right fee. Often the gold tax and others represented the profits on mining undertakings. xyxy=(169,100,317,181)
paragraph: Mr Parker seconded the motion, and after the members present had corroborated the remarks made by Mr Anderson the same was carried. xyxy=(957,915,1105,944)
paragraph: The hon. R. Stout said the Land Act was not retrospective, and they did not intend to make it so. They must draw the line somewhere. xyxy=(10,406,158,433)
paragraph: The House divided on the question, and the clause was read a second time by 27 against 24. xyxy=(326,768,474,786)
